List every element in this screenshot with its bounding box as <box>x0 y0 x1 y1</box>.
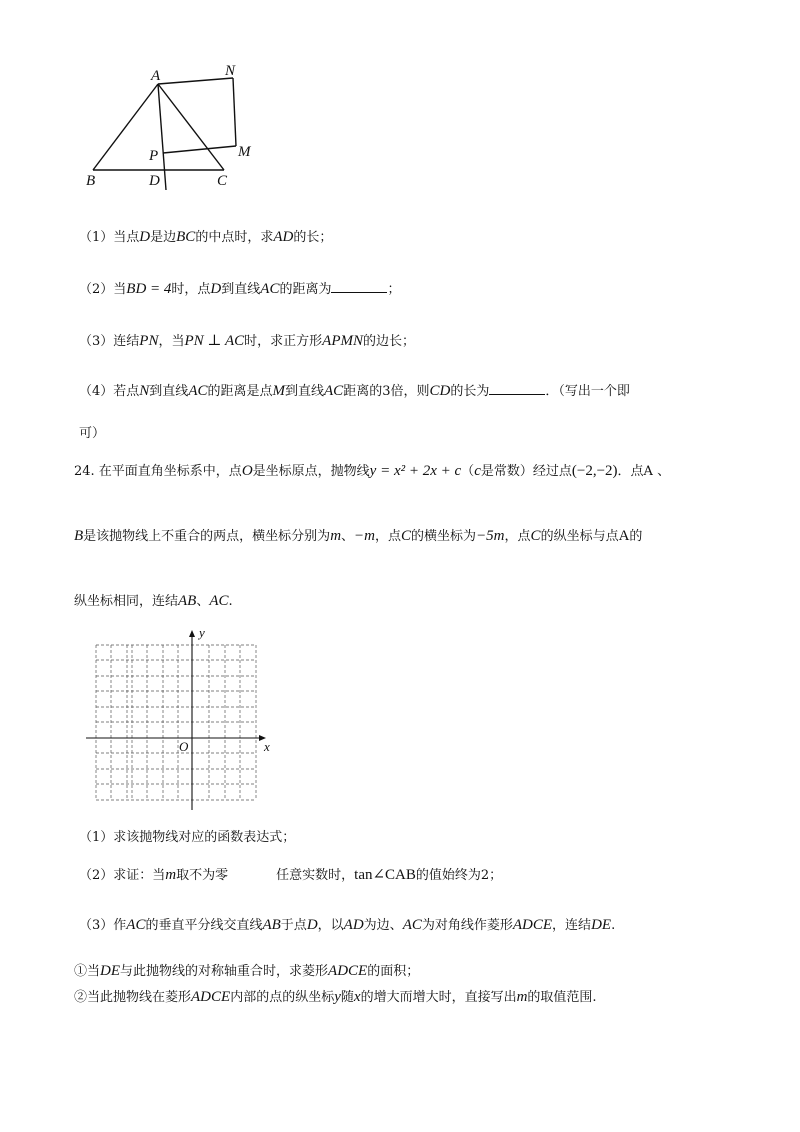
text: 的横坐标为 <box>411 529 477 544</box>
coordinate-grid <box>80 620 280 810</box>
math: CD <box>429 383 451 399</box>
math: C <box>530 528 541 544</box>
math: APMN <box>322 333 363 349</box>
answer-blank <box>489 382 545 395</box>
math: m <box>516 989 528 1005</box>
text: 、 <box>341 529 355 544</box>
q23-part4 <box>79 380 740 400</box>
q24-sub1 <box>74 960 740 980</box>
math: ADCE <box>512 917 553 933</box>
text: ，点 <box>375 529 402 544</box>
math: m <box>330 528 342 544</box>
math: B <box>74 528 84 544</box>
math: AD <box>273 229 294 245</box>
math: DE <box>100 963 121 979</box>
q23-part4-cont <box>79 422 740 441</box>
q23-part3 <box>79 330 740 350</box>
text: 的边长； <box>362 334 415 349</box>
text: 为边、 <box>363 918 403 933</box>
text: ，当 <box>158 334 185 349</box>
q24-line2 <box>74 525 740 545</box>
text: 是该抛物线上不重合的两点，横坐标分别为 <box>83 529 331 544</box>
math: AC <box>260 281 280 297</box>
text: 任意实数时， <box>276 868 355 883</box>
math: BC <box>176 229 196 245</box>
text: 的 <box>629 529 643 544</box>
q23-part2 <box>79 278 740 298</box>
text: 的长； <box>293 230 333 245</box>
text: （ <box>461 464 475 479</box>
text: 的垂直平分线交直线 <box>145 918 263 933</box>
math: ADCE <box>191 989 231 1005</box>
math: N <box>139 383 150 399</box>
math: O <box>241 463 253 479</box>
math: C <box>401 528 412 544</box>
math: D <box>210 281 222 297</box>
text: （3）连结 <box>79 334 140 349</box>
text: 取不为零 <box>176 868 229 883</box>
label-M: M <box>238 144 251 160</box>
label-P: P <box>149 148 159 164</box>
text: 是边 <box>150 230 177 245</box>
text: 到直线 <box>149 384 189 399</box>
text: 是坐标原点，抛物线 <box>252 464 370 479</box>
text: 的面积； <box>367 964 420 979</box>
text: 的距离为 <box>279 282 332 297</box>
text: 为对角线作菱形 <box>421 918 513 933</box>
text: 的值始终为2； <box>415 868 503 883</box>
text: 于点 <box>280 918 307 933</box>
label-A: A <box>151 68 161 84</box>
math: −5m <box>476 528 505 544</box>
text: ，以 <box>317 918 344 933</box>
math: AB <box>262 917 281 933</box>
math: (−2,−2) <box>571 463 618 479</box>
math: BD = 4 <box>126 281 172 297</box>
text: 的取值范围. <box>527 990 597 1005</box>
q24-part1 <box>79 826 740 845</box>
q23-part1 <box>79 226 740 246</box>
text: ．（写出一个即 <box>545 384 630 399</box>
q24-part3 <box>79 914 740 934</box>
answer-blank <box>331 280 387 293</box>
text: ； <box>387 282 401 297</box>
q24-line3 <box>74 590 740 610</box>
text: 时，点 <box>171 282 211 297</box>
text: 可） <box>79 426 106 441</box>
text: 的长为 <box>450 384 490 399</box>
math: M <box>272 383 285 399</box>
math: AC <box>324 383 344 399</box>
math: x <box>353 989 361 1005</box>
text: 24. 在平面直角坐标系中，点 <box>74 464 242 479</box>
q24-line1 <box>74 460 740 480</box>
text: （2）当 <box>79 282 127 297</box>
text: 时，求正方形 <box>244 334 323 349</box>
text: ．点A 、 <box>617 464 671 479</box>
text: （1）当点 <box>79 230 140 245</box>
math: AD <box>343 917 364 933</box>
text: 距离的3倍，则 <box>343 384 430 399</box>
geometry-figure <box>80 58 270 193</box>
text: ，点 <box>504 529 531 544</box>
text: 的增大而增大时，直接写出 <box>360 990 517 1005</box>
math: c <box>474 463 481 479</box>
math: −m <box>354 528 376 544</box>
text: （3）作 <box>79 918 127 933</box>
label-B: B <box>86 173 96 189</box>
label-D: D <box>149 173 160 189</box>
math: A <box>618 528 630 544</box>
q24-part2 <box>79 864 740 884</box>
text: 、 <box>196 594 210 609</box>
math: y <box>334 989 341 1005</box>
math: tan∠CAB <box>354 867 416 883</box>
text: . <box>611 918 616 933</box>
text: 是常数）经过点 <box>480 464 572 479</box>
text: 随 <box>340 990 354 1005</box>
text: ②当此抛物线在菱形 <box>74 990 192 1005</box>
math: y = x² + 2x + c <box>369 463 462 479</box>
text: 到直线 <box>221 282 261 297</box>
label-N: N <box>225 63 236 79</box>
math: m <box>165 867 177 883</box>
q24-sub2 <box>74 986 740 1006</box>
text: 到直线 <box>285 384 325 399</box>
math: ADCE <box>328 963 368 979</box>
math: AB <box>178 593 197 609</box>
text: （4）若点 <box>79 384 140 399</box>
text: . <box>228 594 233 609</box>
origin-label: O <box>179 739 189 754</box>
text: ①当 <box>74 964 101 979</box>
math: PN ⊥ AC <box>184 333 245 349</box>
x-axis-label: x <box>264 739 270 754</box>
math: PN <box>139 333 159 349</box>
text: （2）求证：当 <box>79 868 166 883</box>
math: AC <box>402 917 422 933</box>
math: DE <box>591 917 612 933</box>
text: 的中点时，求 <box>195 230 274 245</box>
text: ，连结 <box>552 918 592 933</box>
text: 与此抛物线的对称轴重合时，求菱形 <box>120 964 329 979</box>
text: （1）求该抛物线对应的函数表达式； <box>79 830 296 845</box>
y-axis-label: y <box>199 625 205 640</box>
text: 的距离是点 <box>207 384 273 399</box>
text: 内部的点的纵坐标 <box>230 990 335 1005</box>
math: D <box>139 229 151 245</box>
math: AC <box>209 593 229 609</box>
math: AC <box>188 383 208 399</box>
math: AC <box>126 917 146 933</box>
text: 纵坐标相同，连结 <box>74 594 179 609</box>
text: 的纵坐标与点 <box>540 529 619 544</box>
label-C: C <box>217 173 228 189</box>
math: D <box>306 917 318 933</box>
